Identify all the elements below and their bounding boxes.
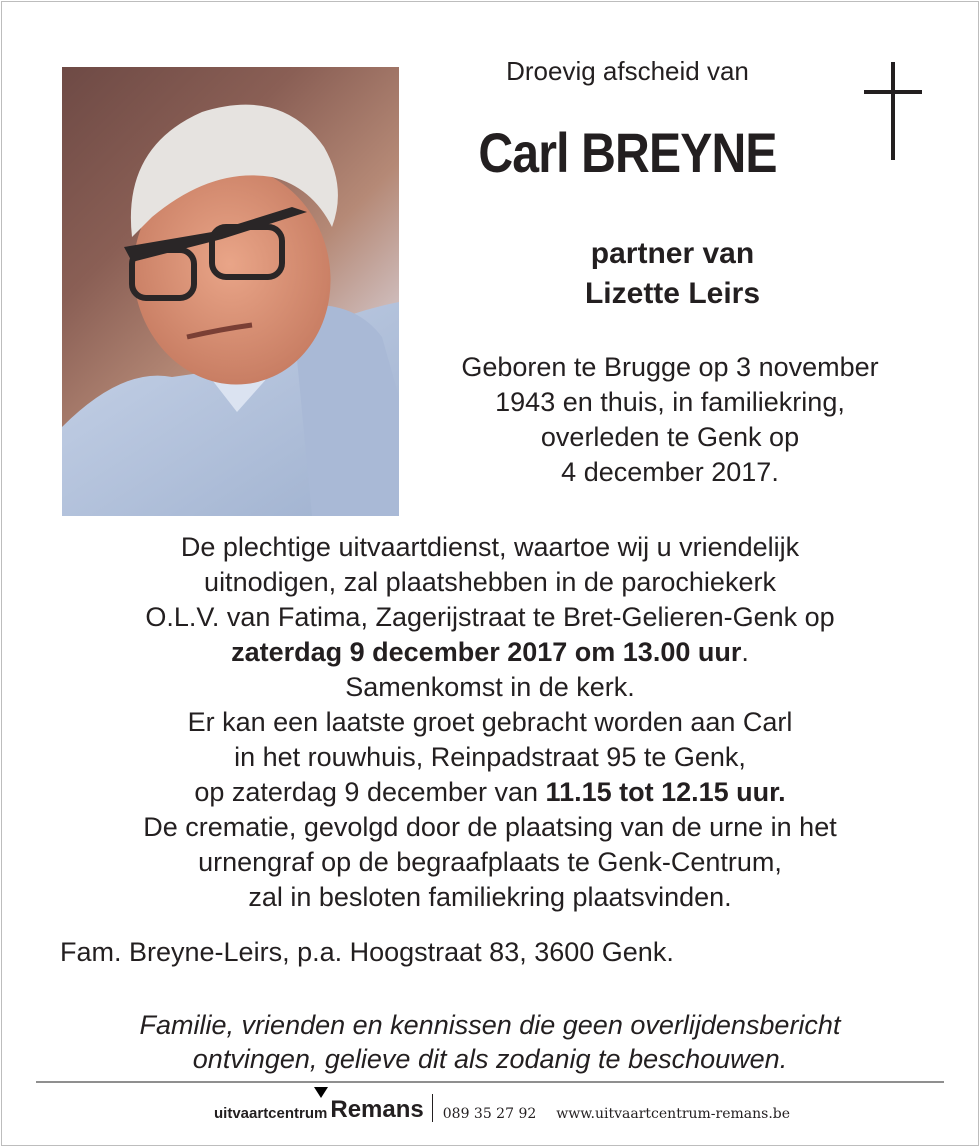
closing-note	[40, 1008, 940, 1076]
closing-line: Familie, vrienden en kennissen die geen overlijdensbericht	[139, 1010, 841, 1040]
birth-line: overleden te Genk op	[540, 422, 800, 452]
partner-block	[500, 234, 845, 314]
ceremony-line: O.L.V. van Fatima, Zagerijstraat te Bret-Gelieren-Genk op	[145, 602, 835, 632]
ceremony-date: zaterdag 9 december 2017 om 13.00 uur	[231, 637, 742, 667]
ceremony-line: Er kan een laatste groet gebracht worden aan Carl	[187, 707, 793, 737]
ceremony-date-period: .	[741, 637, 749, 667]
closing-line: ontvingen, gelieve dit als zodanig te beschouwen.	[192, 1044, 788, 1074]
deceased-name: Carl BREYNE	[478, 121, 777, 184]
birth-line: 4 december 2017.	[561, 457, 779, 487]
visitation-day: op zaterdag 9 december van	[194, 777, 546, 807]
ceremony-line: De plechtige uitvaartdienst, waartoe wij u vriendelijk	[180, 532, 800, 562]
ceremony-date-line	[40, 635, 940, 670]
footer-separator	[432, 1094, 433, 1122]
family-address: Fam. Breyne-Leirs, p.a. Hoogstraat 83, 3600 Genk.	[60, 937, 674, 967]
portrait-photo	[62, 67, 399, 516]
footer-phone: 089 35 27 92	[442, 1106, 537, 1122]
visitation-line	[40, 775, 940, 810]
cross-icon	[864, 62, 922, 160]
birth-line: 1943 en thuis, in familiekring,	[495, 387, 845, 417]
brand-prefix: uitvaartcentrum	[214, 1105, 328, 1122]
ceremony-line: De crematie, gevolgd door de plaatsing van de urne in het	[143, 812, 837, 842]
ceremony-line: zal in besloten familiekring plaatsvinden.	[248, 882, 732, 912]
footer	[214, 1092, 790, 1122]
ceremony-line: Samenkomst in de kerk.	[345, 672, 635, 702]
ceremony-line: in het rouwhuis, Reinpadstraat 95 te Genk,	[234, 742, 746, 772]
brand-name: Remans	[330, 1096, 424, 1123]
pre-title: Droevig afscheid van	[506, 56, 749, 86]
birth-line: Geboren te Brugge op 3 november	[461, 352, 879, 382]
footer-website-link[interactable]: www.uitvaartcentrum-remans.be	[556, 1106, 791, 1122]
ceremony-line: uitnodigen, zal plaatshebben in de parochiekerk	[204, 567, 776, 597]
partner-name: Lizette Leirs	[584, 277, 761, 310]
visitation-hours: 11.15 tot 12.15 uur.	[545, 777, 786, 807]
ceremony-block	[40, 530, 940, 915]
birth-death-block	[410, 350, 930, 490]
partner-label: partner van	[590, 237, 755, 270]
ceremony-line: urnengraf op de begraafplaats te Genk-Centrum,	[198, 847, 782, 877]
footer-divider	[36, 1081, 944, 1083]
